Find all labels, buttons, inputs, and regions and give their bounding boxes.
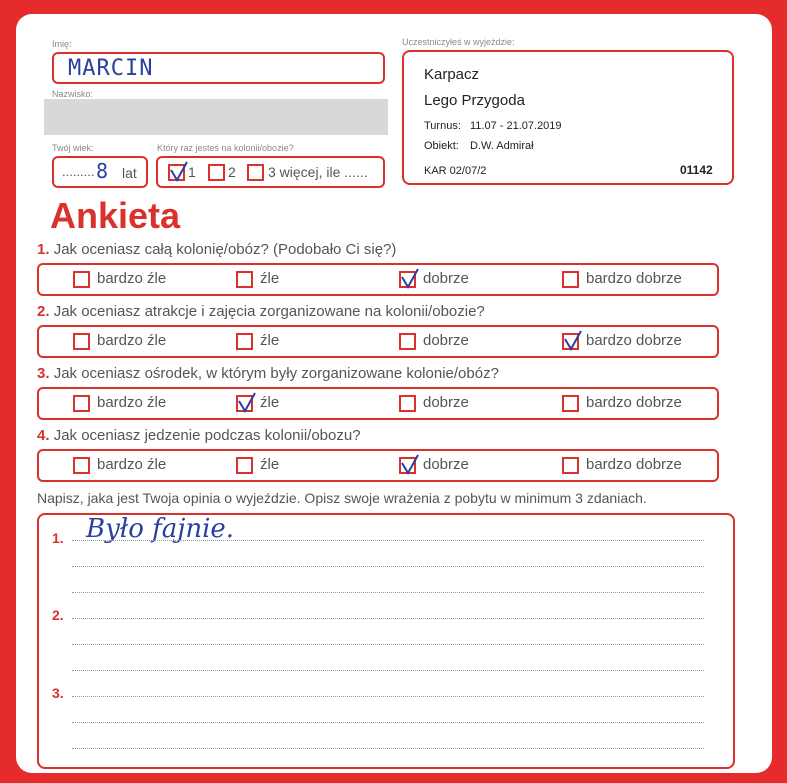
turnus-label: Turnus:	[424, 120, 461, 132]
option-checkbox[interactable]	[236, 271, 253, 288]
option-label: bardzo źle	[97, 456, 167, 473]
option-checkbox[interactable]	[399, 395, 416, 412]
answer-row-1	[37, 263, 719, 296]
times-option-2: 2	[228, 164, 236, 180]
age-dots: .........	[62, 164, 95, 179]
trip-info-box	[402, 50, 734, 185]
option-label: źle	[260, 394, 280, 411]
option-label: bardzo dobrze	[586, 332, 682, 349]
times-checkbox-2[interactable]	[208, 164, 225, 181]
option-checkbox[interactable]	[73, 333, 90, 350]
option-checkbox[interactable]	[562, 333, 579, 350]
answer-line	[72, 748, 704, 749]
option-label: źle	[260, 270, 280, 287]
answer-line	[72, 644, 704, 645]
opinion-number-2: 2.	[52, 607, 64, 623]
option-checkbox[interactable]	[399, 333, 416, 350]
question-text: Jak oceniasz całą kolonię/obóz? (Podobało Ci się?)	[53, 241, 397, 258]
name-label: Imię:	[52, 39, 72, 49]
option-label: źle	[260, 456, 280, 473]
check-mark-icon	[168, 161, 190, 183]
surname-label: Nazwisko:	[52, 89, 94, 99]
option-label: dobrze	[423, 332, 469, 349]
turnus-value: 11.07 - 21.07.2019	[470, 120, 562, 132]
check-mark-icon	[399, 268, 421, 290]
option-checkbox[interactable]	[73, 271, 90, 288]
question-number: 3.	[37, 365, 50, 382]
answer-line	[72, 566, 704, 567]
check-mark-icon	[562, 330, 584, 352]
opinion-prompt: Napisz, jaka jest Twoja opinia o wyjeździe. Opisz swoje wrażenia z pobytu w minimum 3 zdaniach.	[37, 490, 647, 506]
name-value: MARCIN	[68, 56, 154, 81]
option-checkbox[interactable]	[562, 395, 579, 412]
redaction-block	[44, 99, 388, 135]
trip-place: Karpacz	[424, 66, 480, 83]
option-label: dobrze	[423, 270, 469, 287]
participant-label: Uczestniczyłeś w wyjeździe:	[402, 37, 515, 47]
option-label: bardzo dobrze	[586, 394, 682, 411]
age-unit: lat	[122, 165, 137, 181]
obiekt-label: Obiekt:	[424, 140, 459, 152]
question-text: Jak oceniasz jedzenie podczas kolonii/obozu?	[53, 427, 361, 444]
question-number: 1.	[37, 241, 50, 258]
answer-line	[72, 618, 704, 619]
answer-line	[72, 540, 704, 541]
survey-title: Ankieta	[50, 195, 181, 236]
question-3	[37, 365, 499, 382]
answer-line	[72, 722, 704, 723]
trip-program: Lego Przygoda	[424, 92, 525, 109]
question-text: Jak oceniasz atrakcje i zajęcia zorganizowane na kolonii/obozie?	[53, 303, 485, 320]
option-checkbox[interactable]	[562, 271, 579, 288]
answer-line	[72, 592, 704, 593]
opinion-number-3: 3.	[52, 685, 64, 701]
times-checkbox-3[interactable]	[247, 164, 264, 181]
option-label: źle	[260, 332, 280, 349]
option-label: bardzo dobrze	[586, 456, 682, 473]
trip-number: 01142	[680, 163, 713, 177]
opinion-answer-1: Było fajnie.	[86, 514, 235, 544]
option-checkbox[interactable]	[236, 395, 253, 412]
answer-row-2	[37, 325, 719, 358]
question-number: 4.	[37, 427, 50, 444]
times-field	[156, 156, 385, 188]
option-checkbox[interactable]	[399, 271, 416, 288]
option-checkbox[interactable]	[562, 457, 579, 474]
trip-code: KAR 02/07/2	[424, 165, 487, 177]
check-mark-icon	[236, 392, 258, 414]
option-checkbox[interactable]	[236, 457, 253, 474]
times-checkbox-1[interactable]	[168, 164, 185, 181]
opinion-box[interactable]	[37, 513, 735, 769]
obiekt-value: D.W. Admirał	[470, 140, 534, 152]
age-label: Twój wiek:	[52, 143, 94, 153]
answer-line	[72, 670, 704, 671]
answer-line	[72, 696, 704, 697]
answer-row-4	[37, 449, 719, 482]
question-4	[37, 427, 361, 444]
times-option-3: 3 więcej, ile ......	[268, 164, 368, 180]
answer-row-3	[37, 387, 719, 420]
option-checkbox[interactable]	[73, 457, 90, 474]
question-number: 2.	[37, 303, 50, 320]
option-label: dobrze	[423, 394, 469, 411]
option-label: bardzo źle	[97, 394, 167, 411]
name-field[interactable]	[52, 52, 385, 84]
check-mark-icon	[399, 454, 421, 476]
opinion-number-1: 1.	[52, 530, 64, 546]
age-value: 8	[96, 159, 109, 183]
times-label: Który raz jesteś na kolonii/obozie?	[157, 143, 294, 153]
question-1	[37, 241, 396, 258]
option-label: bardzo źle	[97, 332, 167, 349]
option-label: dobrze	[423, 456, 469, 473]
option-label: bardzo dobrze	[586, 270, 682, 287]
option-checkbox[interactable]	[236, 333, 253, 350]
option-label: bardzo źle	[97, 270, 167, 287]
times-option-1: 1	[188, 164, 196, 180]
age-field[interactable]	[52, 156, 148, 188]
question-2	[37, 303, 485, 320]
option-checkbox[interactable]	[399, 457, 416, 474]
option-checkbox[interactable]	[73, 395, 90, 412]
question-text: Jak oceniasz ośrodek, w którym były zorganizowane kolonie/obóz?	[53, 365, 499, 382]
